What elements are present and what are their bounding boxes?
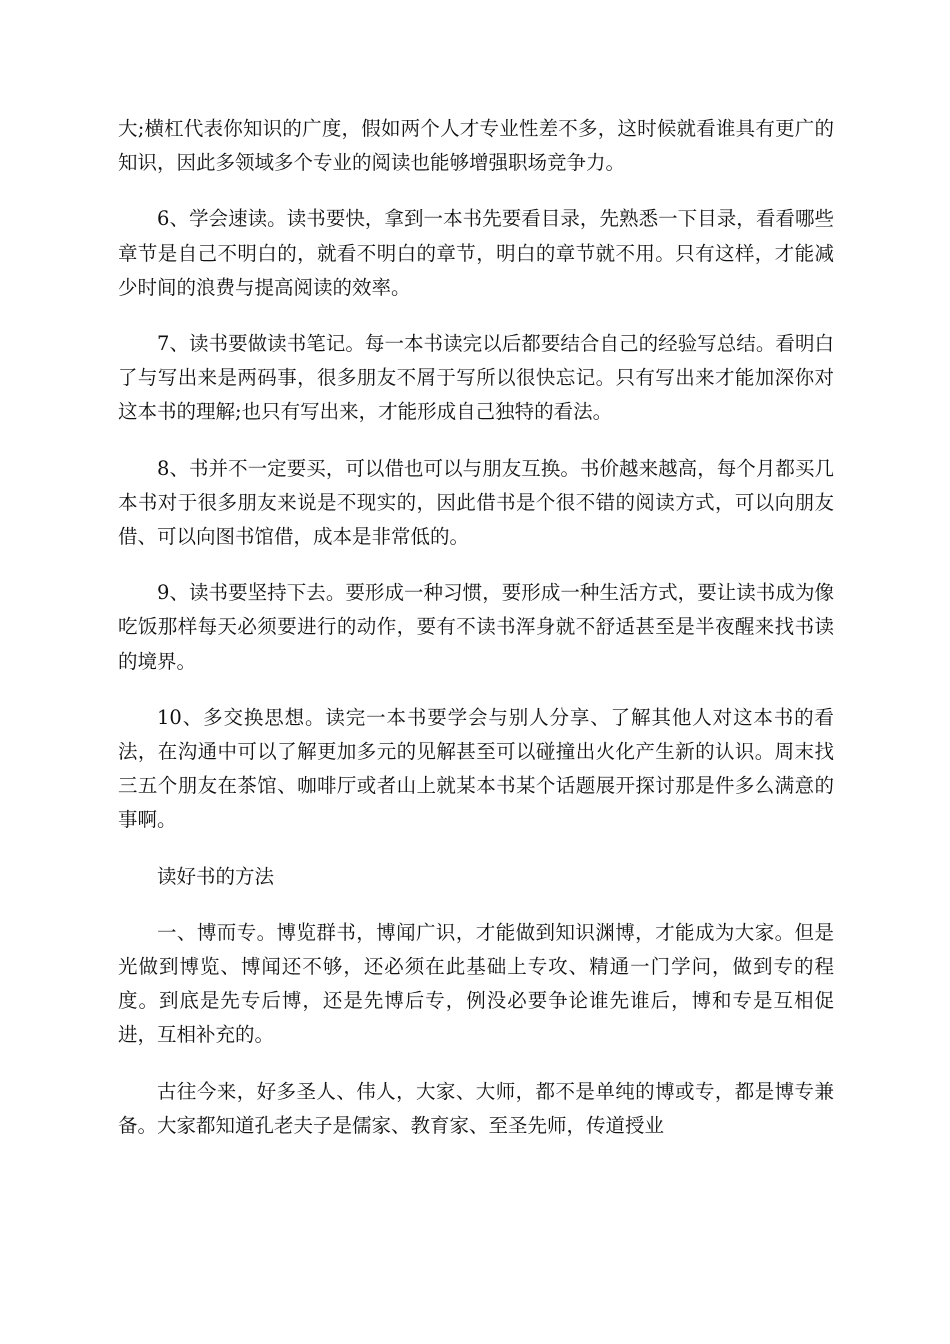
paragraph-tip-6: 6、学会速读。读书要快，拿到一本书先要看目录，先熟悉一下目录，看看哪些章节是自己不明白的，就看不明白的章节，明白的章节就不用。只有这样，才能减少时间的浪费与提高阅读的效率。: [118, 207, 834, 299]
paragraph-examples: 古往今来，好多圣人、伟人，大家、大师，都不是单纯的博或专，都是博专兼备。大家都知道孔老夫子是儒家、教育家、至圣先师，传道授业: [118, 1079, 834, 1137]
paragraph-tip-7: 7、读书要做读书笔记。每一本书读完以后都要结合自己的经验写总结。看明白了与写出来是两码事，很多朋友不屑于写所以很快忘记。只有写出来才能加深你对这本书的理解;也只有写出来，才能形成自己独特的看法。: [118, 332, 834, 424]
paragraph-tip-8: 8、书并不一定要买，可以借也可以与朋友互换。书价越来越高，每个月都买几本书对于很多朋友来说是不现实的，因此借书是个很不错的阅读方式，可以向朋友借、可以向图书馆借，成本是非常低的。: [118, 456, 834, 549]
paragraph-tip-10: 10、多交换思想。读完一本书要学会与别人分享、了解其他人对这本书的看法，在沟通中可以了解更加多元的见解甚至可以碰撞出火化产生新的认识。周末找三五个朋友在茶馆、咖啡厅或者山上就某本书某个话题展开探讨那是件多么满意的事啊。: [118, 705, 834, 832]
section-heading: 读好书的方法: [157, 864, 275, 888]
document-body: [118, 112, 834, 1165]
paragraph-tip-9: 9、读书要坚持下去。要形成一种习惯，要形成一种生活方式，要让读书成为像吃饭那样每天必须要进行的动作，要有不读书浑身就不舒适甚至是半夜醒来找书读的境界。: [118, 581, 834, 673]
paragraph-continuation: 大;横杠代表你知识的广度，假如两个人才专业性差不多，这时候就看谁具有更广的知识，因此多领域多个专业的阅读也能够增强职场竞争力。: [118, 117, 834, 175]
paragraph-method-1: 一、博而专。博览群书，博闻广识，才能做到知识渊博，才能成为大家。但是光做到博览、博闻还不够，还必须在此基础上专攻、精通一门学问，做到专的程度。到底是先专后博，还是先博后专，例没必要争论谁先谁后，博和专是互相促进，互相补充的。: [118, 920, 834, 1047]
